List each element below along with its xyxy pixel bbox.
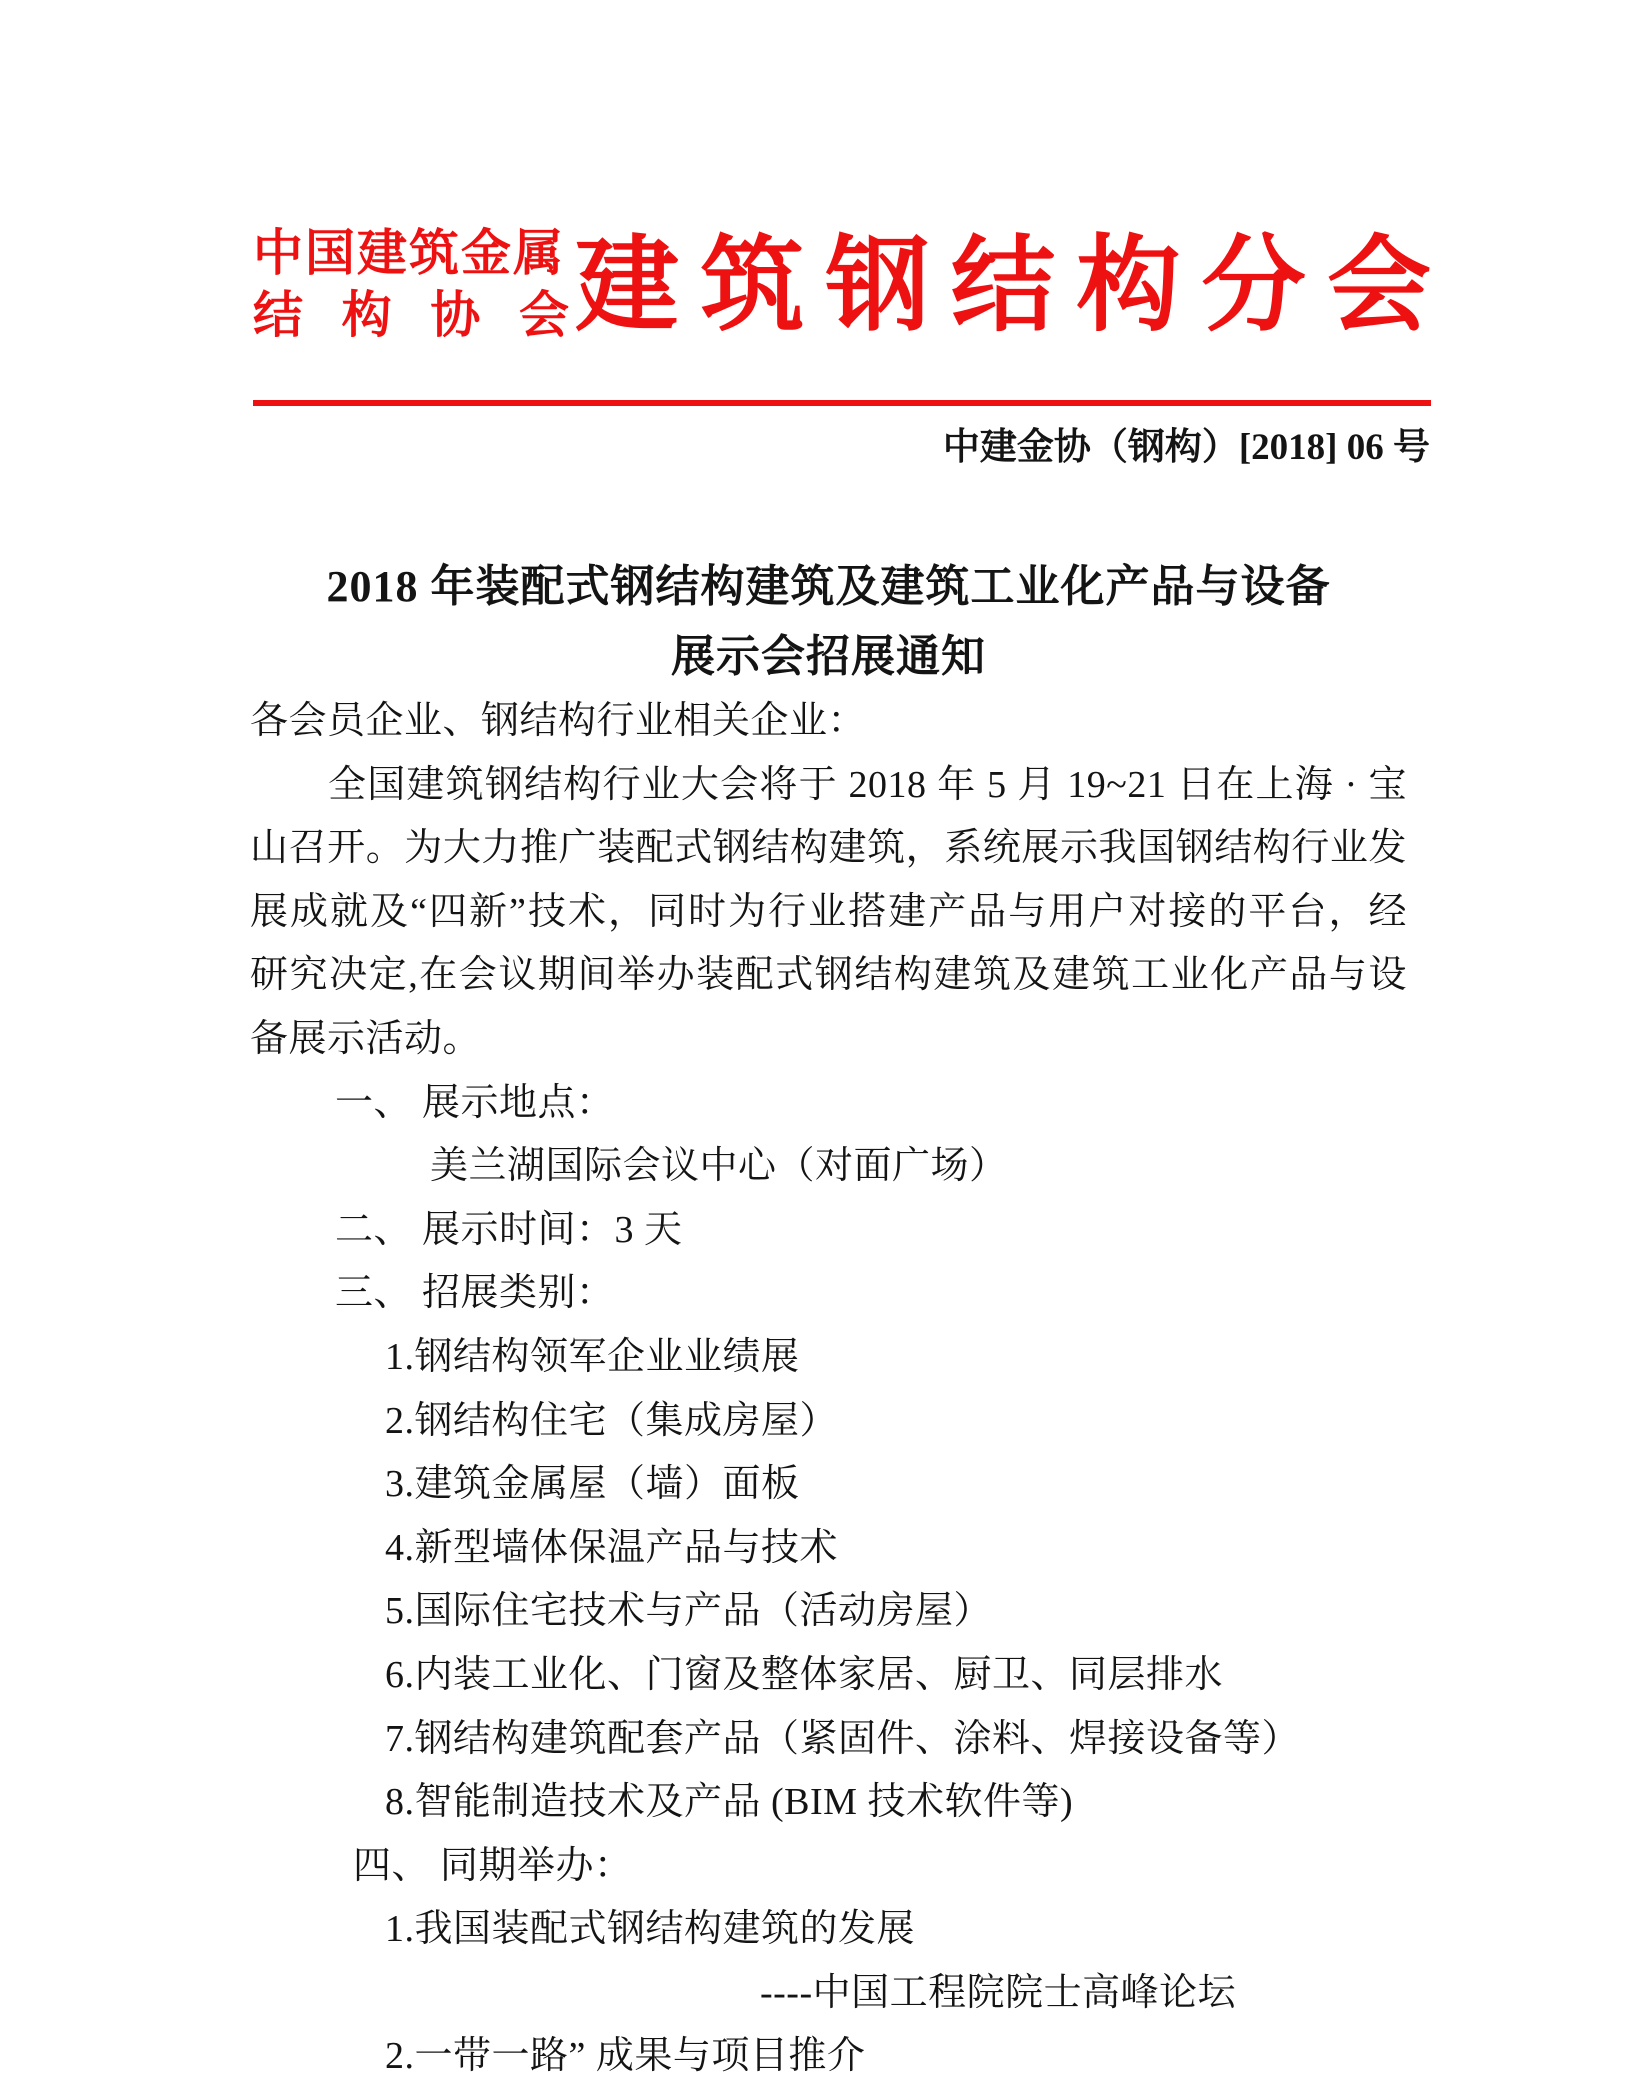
letterhead-divider: [253, 400, 1431, 406]
text-line: 备展示活动。: [250, 1017, 482, 1060]
text-line: 二、 展示时间：3 天: [335, 1208, 683, 1251]
text-line: 7.钢结构建筑配套产品（紧固件、涂料、焊接设备等）: [385, 1717, 1301, 1760]
text-line: 山召开。为大力推广装配式钢结构建筑，系统展示我国钢结构行业发: [250, 827, 1407, 870]
text-line: 1.我国装配式钢结构建筑的发展: [385, 1908, 916, 1951]
text-line: 展成就及“四新”技术，同时为行业搭建产品与用户对接的平台，经: [250, 890, 1407, 933]
text-line: 美兰湖国际会议中心（对面广场）: [430, 1145, 1008, 1188]
notice-title: [250, 556, 1407, 687]
notice-body: [250, 690, 1407, 2089]
text-line: 1.钢结构领军企业业绩展: [385, 1335, 800, 1378]
document-number: 中建金协（钢构）[2018] 06 号: [942, 427, 1430, 468]
text-line: 四、 同期举办：: [353, 1844, 633, 1887]
text-line: 5.国际住宅技术与产品（活动房屋）: [385, 1590, 993, 1633]
text-line: 三、 招展类别：: [335, 1272, 615, 1315]
text-line: 一、 展示地点：: [335, 1081, 615, 1124]
text-line: 4.新型墙体保温产品与技术: [385, 1526, 839, 1569]
text-line: 6.内装工业化、门窗及整体家居、厨卫、同层排水: [385, 1653, 1224, 1696]
association-name-line1: 中国建筑金属: [253, 225, 565, 281]
text-line: 全国建筑钢结构行业大会将于 2018 年 5 月 19~21 日在上海 · 宝: [328, 763, 1407, 806]
branch-title: 建筑钢结构分会: [575, 229, 1431, 344]
notice-title-line2: 展示会招展通知: [671, 632, 986, 681]
text-line: 3.建筑金属屋（墙）面板: [385, 1463, 800, 1506]
text-line: 各会员企业、钢结构行业相关企业：: [250, 700, 867, 742]
text-line: 研究决定,在会议期间举办装配式钢结构建筑及建筑工业化产品与设: [250, 954, 1407, 997]
notice-title-line1: 2018 年装配式钢结构建筑及建筑工业化产品与设备: [326, 562, 1331, 611]
text-line: 2.一带一路” 成果与项目推介: [385, 2035, 866, 2078]
text-line: 8.智能制造技术及产品 (BIM 技术软件等): [385, 1781, 1074, 1824]
association-name: [253, 222, 569, 346]
association-name-line2: 结构协会: [253, 287, 569, 343]
text-line: 2.钢结构住宅（集成房屋）: [385, 1399, 839, 1442]
text-line: ----中国工程院院士高峰论坛: [760, 1971, 1237, 2014]
